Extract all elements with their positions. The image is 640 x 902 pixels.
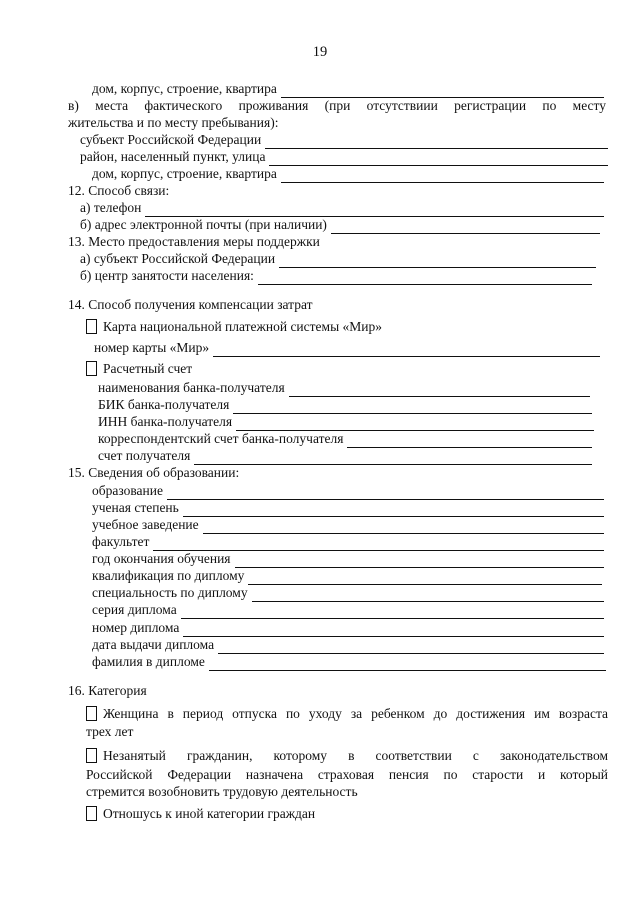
section-13-title: 13. Место предоставления меры поддержки xyxy=(68,234,320,249)
category-1-line-1: Женщина в период отпуска по уходу за ребенком до достижения им возраста xyxy=(103,706,608,721)
category-1-line-2: трех лет xyxy=(86,724,134,739)
reg-house-label: дом, корпус, строение, квартира xyxy=(92,81,277,96)
specialty-label: специальность по диплому xyxy=(92,585,248,600)
grad-year-field[interactable] xyxy=(235,554,604,568)
mir-card-checkbox[interactable] xyxy=(86,319,97,334)
degree-label: ученая степень xyxy=(92,500,179,515)
phone-field[interactable] xyxy=(145,203,604,217)
issue-date-field[interactable] xyxy=(218,640,604,654)
email-row xyxy=(80,216,600,234)
mir-number-field[interactable] xyxy=(213,343,600,357)
section-14-title: 14. Способ получения компенсации затрат xyxy=(68,297,313,312)
support-subject-label: а) субъект Российской Федерации xyxy=(80,251,276,266)
recipient-account-label: счет получателя xyxy=(98,448,191,463)
inn-row xyxy=(98,413,594,431)
grad-year-row xyxy=(92,550,604,568)
corr-account-label: корреспондентский счет банка-получателя xyxy=(98,431,344,446)
corr-account-row xyxy=(98,430,592,448)
diploma-number-field[interactable] xyxy=(183,623,604,637)
employment-center-row xyxy=(80,267,592,285)
faculty-label: факультет xyxy=(92,534,150,549)
email-field[interactable] xyxy=(331,220,600,234)
diploma-series-field[interactable] xyxy=(181,605,604,619)
recipient-account-row xyxy=(98,447,592,465)
mir-number-label: номер карты «Мир» xyxy=(94,340,210,355)
education-label: образование xyxy=(92,483,163,498)
inn-field[interactable] xyxy=(236,417,594,431)
residence-house-label: дом, корпус, строение, квартира xyxy=(92,166,277,181)
category-option-1[interactable] xyxy=(86,705,608,723)
issue-date-label: дата выдачи диплома xyxy=(92,637,215,652)
qualification-label: квалификация по диплому xyxy=(92,568,245,583)
phone-row xyxy=(80,199,604,217)
qualification-row xyxy=(92,567,602,585)
residence-heading-2: жительства и по месту пребывания): xyxy=(68,115,279,130)
section-16-title: 16. Категория xyxy=(68,683,147,698)
residence-subject-field[interactable] xyxy=(265,135,608,149)
category-3-checkbox[interactable] xyxy=(86,806,97,821)
category-3-label: Отношусь к иной категории граждан xyxy=(103,806,316,821)
mir-card-label: Карта национальной платежной системы «Мир» xyxy=(103,319,383,334)
residence-subject-row xyxy=(80,131,608,149)
reg-house-row xyxy=(92,80,604,98)
employment-center-label: б) центр занятости населения: xyxy=(80,268,254,283)
qualification-field[interactable] xyxy=(248,571,602,585)
bik-field[interactable] xyxy=(233,400,592,414)
phone-label: а) телефон xyxy=(80,200,142,215)
specialty-field[interactable] xyxy=(252,588,604,602)
institution-label: учебное заведение xyxy=(92,517,199,532)
education-row xyxy=(92,482,604,500)
recipient-account-field[interactable] xyxy=(194,451,592,465)
bik-row xyxy=(98,396,592,414)
issue-date-row xyxy=(92,636,604,654)
surname-label: фамилия в дипломе xyxy=(92,654,205,669)
diploma-number-row xyxy=(92,619,604,637)
mir-card-option[interactable] xyxy=(86,318,382,336)
bank-name-label: наименования банка-получателя xyxy=(98,380,285,395)
diploma-series-label: серия диплома xyxy=(92,602,177,617)
institution-row xyxy=(92,516,604,534)
employment-center-field[interactable] xyxy=(258,271,592,285)
residence-house-field[interactable] xyxy=(281,169,604,183)
surname-row xyxy=(92,653,606,671)
category-2-line-3: стремится возобновить трудовую деятельность xyxy=(86,784,358,799)
degree-row xyxy=(92,499,604,517)
section-12-title: 12. Способ связи: xyxy=(68,183,170,198)
faculty-field[interactable] xyxy=(153,537,604,551)
email-label: б) адрес электронной почты (при наличии) xyxy=(80,217,327,232)
corr-account-field[interactable] xyxy=(347,434,592,448)
residence-district-row xyxy=(80,148,608,166)
category-2-line-2: Российской Федерации назначена страховая пенсия по старости и который xyxy=(86,767,608,782)
reg-house-field[interactable] xyxy=(281,84,604,98)
diploma-series-row xyxy=(92,601,604,619)
bank-name-row xyxy=(98,379,590,397)
inn-label: ИНН банка-получателя xyxy=(98,414,233,429)
residence-district-label: район, населенный пункт, улица xyxy=(80,149,266,164)
residence-heading-1: в) места фактического проживания (при отсутствиии регистрации по месту xyxy=(68,98,606,113)
mir-number-row xyxy=(94,339,600,357)
account-label: Расчетный счет xyxy=(103,361,193,376)
category-option-3[interactable] xyxy=(86,805,315,823)
surname-field[interactable] xyxy=(209,657,606,671)
diploma-number-label: номер диплома xyxy=(92,620,180,635)
support-subject-field[interactable] xyxy=(279,254,596,268)
institution-field[interactable] xyxy=(203,520,604,534)
bank-name-field[interactable] xyxy=(289,383,590,397)
grad-year-label: год окончания обучения xyxy=(92,551,231,566)
residence-district-field[interactable] xyxy=(269,152,608,166)
degree-field[interactable] xyxy=(183,503,604,517)
residence-subject-label: субъект Российской Федерации xyxy=(80,132,262,147)
support-subject-row xyxy=(80,250,596,268)
category-option-2[interactable] xyxy=(86,747,608,765)
account-option[interactable] xyxy=(86,360,192,378)
specialty-row xyxy=(92,584,604,602)
page-number: 19 xyxy=(312,44,328,60)
category-2-line-1: Незанятый гражданин, которому в соответствии с законодательством xyxy=(103,748,608,763)
section-15-title: 15. Сведения об образовании: xyxy=(68,465,240,480)
education-field[interactable] xyxy=(167,486,604,500)
bik-label: БИК банка-получателя xyxy=(98,397,230,412)
faculty-row xyxy=(92,533,604,551)
category-1-checkbox[interactable] xyxy=(86,706,97,721)
category-2-checkbox[interactable] xyxy=(86,748,97,763)
account-checkbox[interactable] xyxy=(86,361,97,376)
residence-house-row xyxy=(92,165,604,183)
